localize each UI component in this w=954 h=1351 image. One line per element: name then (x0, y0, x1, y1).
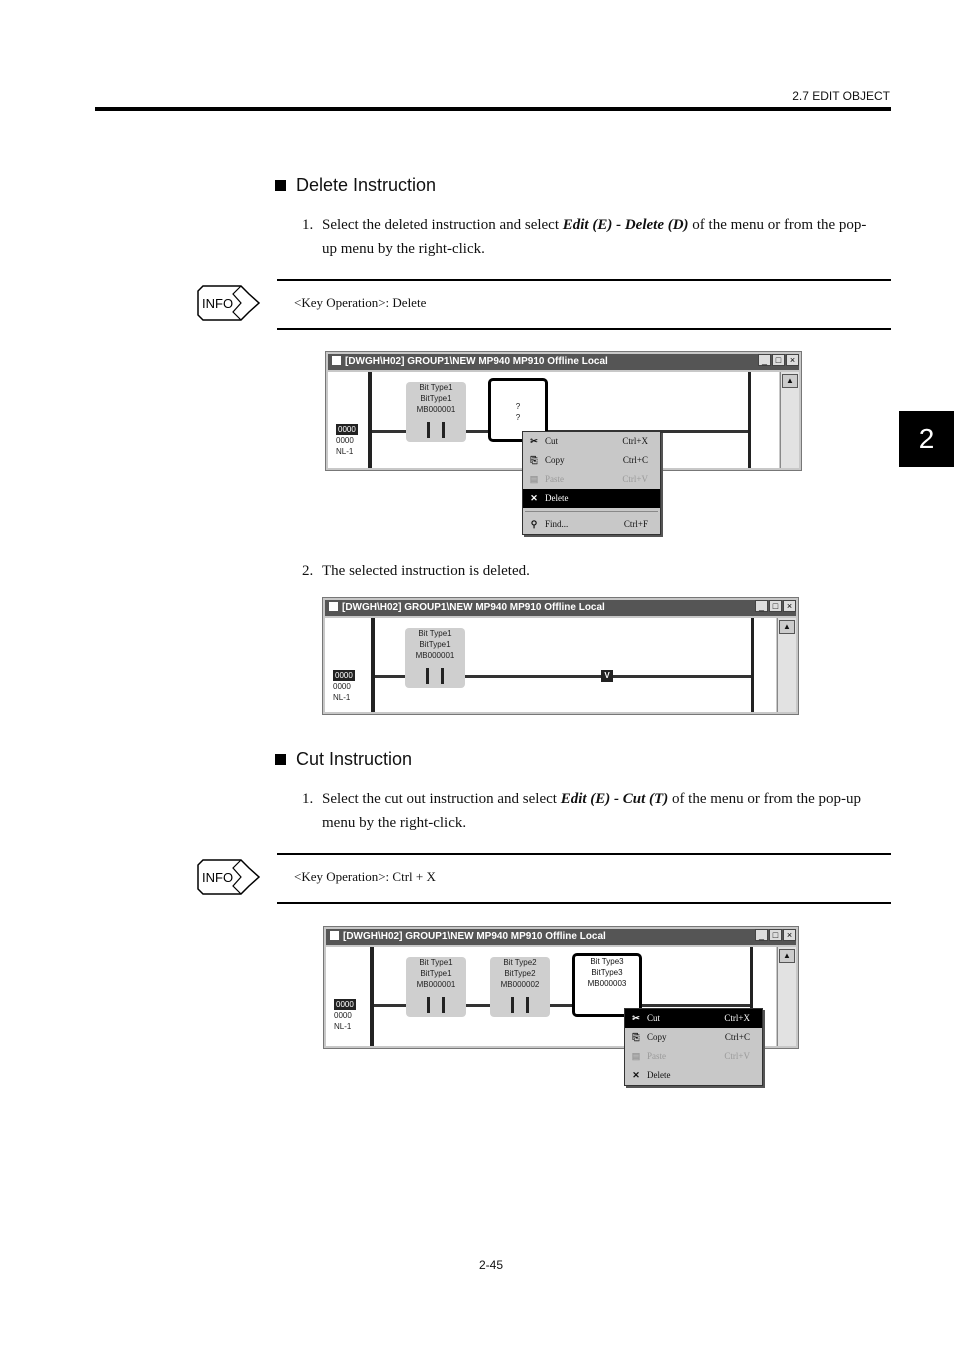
bullet-square-icon (275, 754, 286, 765)
window-title: [DWGH\H02] GROUP1\NEW MP940 MP910 Offline Local (345, 356, 608, 367)
menu-item-cut[interactable]: ✂ Cut Ctrl+X (523, 432, 660, 451)
maximize-button[interactable]: □ (769, 600, 782, 612)
menu-path: Edit (E) - Cut (T) (560, 791, 669, 807)
step-number: 1. (302, 791, 314, 807)
context-menu-cut (624, 1008, 763, 1086)
step-text: of the menu or from the pop-up menu by the right-click. (322, 791, 862, 831)
ladder-canvas[interactable] (325, 618, 776, 712)
delete-x-icon: ✕ (530, 493, 538, 503)
close-button[interactable]: × (783, 600, 796, 612)
window-system-icon[interactable] (332, 356, 341, 365)
selected-instruction[interactable]: ? ? (488, 378, 548, 442)
menu-item-copy[interactable]: ⎘ Copy Ctrl+C (625, 1028, 762, 1047)
instruction-block[interactable]: Bit Type1 BitType1 MB000001 (406, 957, 466, 1017)
vertical-scrollbar[interactable] (777, 947, 796, 1046)
minimize-button[interactable]: _ (755, 600, 768, 612)
instruction-block[interactable]: Bit Type1 BitType1 MB000001 (406, 382, 466, 442)
page-number: 2-45 (479, 1258, 504, 1272)
cut-section-title-text: Cut Instruction (296, 749, 413, 769)
ladder-window-after-delete (322, 597, 799, 715)
binoculars-icon: ⚲ (530, 519, 538, 529)
cut-key-operation: <Key Operation>: Ctrl + X (294, 869, 436, 884)
rung-address: 0000 0000 NL-1 (333, 671, 353, 702)
contact-symbol-icon (427, 422, 445, 438)
left-power-rail (370, 947, 374, 1046)
delete-x-icon: ✕ (632, 1070, 640, 1080)
scroll-up-icon[interactable]: ▲ (779, 620, 795, 634)
instruction-block[interactable]: Bit Type1 BitType1 MB000001 (405, 628, 465, 688)
info-icon (197, 284, 261, 322)
delete-step-1 (302, 213, 872, 261)
delete-section-title-text: Delete Instruction (296, 175, 437, 195)
delete-section-title (275, 175, 436, 196)
close-button[interactable]: × (786, 354, 799, 366)
scissors-icon: ✂ (632, 1013, 640, 1023)
maximize-button[interactable]: □ (769, 929, 782, 941)
copy-icon: ⎘ (530, 455, 538, 465)
running-header: 2.7 EDIT OBJECT (792, 89, 890, 103)
menu-item-paste[interactable]: ▤ Paste Ctrl+V (523, 470, 660, 489)
step-number: 1. (302, 217, 314, 233)
context-menu-delete (522, 431, 661, 535)
maximize-button[interactable]: □ (772, 354, 785, 366)
close-button[interactable]: × (783, 929, 796, 941)
step-text: of the menu or from the pop-up menu by the right-click. (322, 217, 867, 257)
paste-icon: ▤ (631, 1051, 641, 1061)
contact-symbol-icon (511, 997, 529, 1013)
window-title: [DWGH\H02] GROUP1\NEW MP940 MP910 Offline Local (343, 931, 606, 942)
minimize-button[interactable]: _ (755, 929, 768, 941)
step-text: Select the deleted instruction and select (322, 217, 563, 233)
step-text: The selected instruction is deleted. (322, 563, 530, 579)
rung-address: 0000 0000 NL-1 (336, 425, 356, 456)
cut-section-title (275, 749, 412, 770)
menu-item-cut[interactable]: ✂ Cut Ctrl+X (625, 1009, 762, 1028)
step-number: 2. (302, 563, 314, 579)
right-power-rail (748, 372, 751, 468)
info-rule-top (277, 853, 891, 855)
paste-icon: ▤ (529, 474, 539, 484)
contact-symbol-icon (426, 668, 444, 684)
menu-item-copy[interactable]: ⎘ Copy Ctrl+C (523, 451, 660, 470)
vertical-scrollbar[interactable] (780, 372, 799, 468)
window-title: [DWGH\H02] GROUP1\NEW MP940 MP910 Offline Local (342, 602, 605, 613)
cut-step-1 (302, 787, 872, 835)
window-system-icon[interactable] (330, 931, 339, 940)
rung-address: 0000 0000 NL-1 (334, 1000, 354, 1031)
menu-separator (525, 511, 658, 512)
window-system-icon[interactable] (329, 602, 338, 611)
menu-item-find[interactable]: ⚲ Find... Ctrl+F (523, 515, 660, 534)
minimize-button[interactable]: _ (758, 354, 771, 366)
info-rule-bottom (277, 902, 891, 904)
deleted-position-marker: V (601, 670, 613, 682)
left-power-rail (371, 618, 375, 712)
info-icon (197, 858, 261, 896)
menu-item-delete[interactable]: ✕ Delete (523, 489, 660, 508)
contact-symbol-icon (427, 997, 445, 1013)
delete-key-operation: <Key Operation>: Delete (294, 295, 427, 310)
bullet-square-icon (275, 180, 286, 191)
info-icon-label: INFO (202, 870, 234, 885)
menu-path: Edit (E) - Delete (D) (562, 217, 689, 233)
left-power-rail (368, 372, 372, 468)
right-power-rail (751, 618, 754, 712)
info-icon-label: INFO (202, 296, 234, 311)
header-rule (95, 107, 891, 111)
menu-item-delete[interactable]: ✕ Delete (625, 1066, 762, 1085)
step-text: Select the cut out instruction and select (322, 791, 561, 807)
instruction-block[interactable]: Bit Type2 BitType2 MB000002 (490, 957, 550, 1017)
vertical-scrollbar[interactable] (777, 618, 796, 712)
chapter-tab: 2 (899, 411, 954, 467)
menu-item-paste[interactable]: ▤ Paste Ctrl+V (625, 1047, 762, 1066)
scissors-icon: ✂ (530, 436, 538, 446)
copy-icon: ⎘ (632, 1032, 640, 1042)
info-rule-top (277, 279, 891, 281)
scroll-up-icon[interactable]: ▲ (779, 949, 795, 963)
scroll-up-icon[interactable]: ▲ (782, 374, 798, 388)
info-rule-bottom (277, 328, 891, 330)
selected-instruction[interactable]: Bit Type3 BitType3 MB000003 (572, 953, 642, 1017)
delete-step-2 (302, 559, 872, 583)
